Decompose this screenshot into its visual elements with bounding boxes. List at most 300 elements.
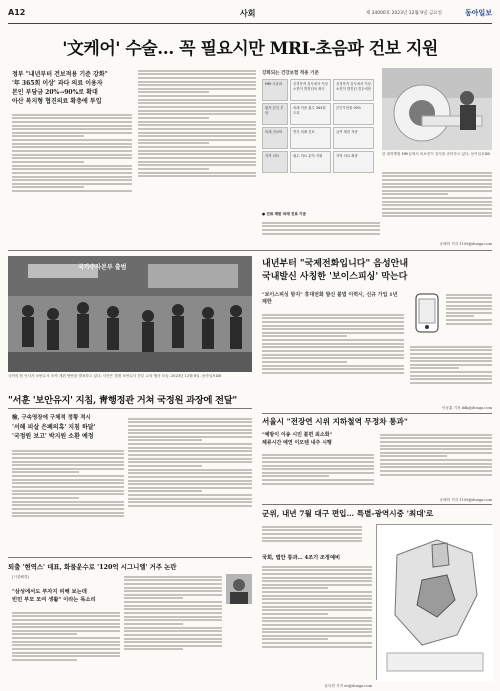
text-line: [262, 233, 380, 235]
text-line: [138, 124, 256, 126]
text-line: [410, 375, 492, 377]
text-line: [12, 633, 77, 635]
text-line: [128, 421, 252, 423]
text-line: [12, 479, 124, 481]
top-body-col1: [12, 112, 132, 232]
text-line: [446, 305, 492, 307]
text-line: [124, 605, 222, 607]
text-line: [12, 648, 120, 650]
text-line: [12, 497, 79, 499]
text-line: [262, 540, 362, 542]
table-row: [262, 151, 374, 173]
text-line: [12, 512, 124, 514]
table-title: 강화되는 건강보험 적용 기준: [262, 71, 319, 76]
text-line: [382, 208, 492, 210]
text-line: [138, 135, 256, 137]
table-cell: 본인부담률 90%: [333, 103, 374, 125]
text-line: [410, 378, 492, 380]
text-line: [410, 346, 492, 348]
text-line: [12, 154, 132, 156]
prosecution-article-heading: [12, 414, 122, 441]
text-line: [128, 465, 202, 467]
text-line: [262, 617, 372, 619]
ceremony-banner: 국가수사본부 출범: [78, 264, 127, 271]
text-line: [138, 153, 256, 155]
text-line: [138, 102, 256, 104]
text-line: [262, 595, 372, 597]
text-line: [12, 468, 124, 470]
text-line: [124, 576, 222, 578]
text-line: [12, 471, 79, 473]
text-line: [128, 501, 252, 503]
text-line: [262, 479, 374, 481]
text-line: [138, 84, 256, 86]
text-line: [138, 73, 256, 75]
subway-lede-line: 체류시간 예연 이모텐 내주 시행: [262, 439, 332, 446]
map-illustration: [377, 525, 493, 681]
phishing-headline: 국내발신 사칭한 '보이스피싱' 막는다: [262, 272, 408, 282]
mri-photo-caption: 한 대학병원 MRI실에서 의료진이 검사를 준비하고 있다. 동아일보DB: [382, 152, 490, 156]
table-cell: 필수 의료 분야 지원: [290, 151, 331, 173]
top-lede: [12, 70, 132, 106]
text-line: [124, 594, 222, 596]
table-cell: 지역 의료: [262, 151, 288, 173]
text-line: [262, 483, 374, 485]
text-line: [262, 357, 404, 359]
text-line: [382, 179, 492, 181]
section-name: 사회: [240, 9, 256, 18]
text-line: [128, 436, 252, 438]
text-line: [138, 146, 256, 148]
text-line: [380, 445, 492, 447]
top-lede-line: 본인 부담금 20%→90%로 확대: [12, 89, 98, 96]
text-line: [12, 486, 124, 488]
text-line: [12, 626, 120, 628]
resident-lede: [12, 588, 120, 604]
text-line: [446, 294, 492, 296]
text-line: [12, 128, 132, 130]
text-line: [262, 635, 372, 637]
text-line: [262, 613, 328, 615]
text-line: [12, 161, 84, 163]
text-line: [446, 301, 492, 303]
text-line: [12, 176, 132, 178]
table-row: [262, 79, 374, 101]
phishing-kicker: 내년부터 "국제전화입니다" 음성안내: [262, 259, 409, 269]
text-line: [138, 139, 256, 141]
table-cell: 환자 본인 부담: [262, 103, 288, 125]
text-line: [262, 343, 404, 345]
top-body-col4: [382, 170, 492, 240]
subway-byline: 송혜미 기자 1109@donga.com: [439, 498, 492, 502]
text-line: [262, 566, 372, 568]
text-line: [12, 493, 124, 495]
text-line: [262, 569, 372, 571]
text-line: [262, 602, 372, 604]
text-line: [12, 501, 124, 503]
text-line: [138, 172, 256, 174]
divider: [8, 408, 252, 409]
subway-lede: [262, 432, 382, 447]
text-line: [262, 339, 404, 341]
text-line: [128, 490, 202, 492]
top-lede-line: 아산 복지형 협진의료 확충에 투입: [12, 98, 102, 105]
resident-tag: [시설해결]: [12, 575, 29, 579]
text-line: [262, 365, 404, 367]
text-line: [12, 457, 124, 459]
text-line: [128, 443, 252, 445]
subway-body-col1: [262, 452, 374, 500]
text-line: [262, 335, 347, 337]
text-line: [12, 659, 77, 661]
text-line: [262, 591, 372, 593]
table-cell: 급여 제한 적용: [333, 127, 374, 149]
text-line: [138, 175, 256, 177]
resident-lede-line: 빈민 부모 모여 생활" 이라는 목소리: [12, 597, 96, 603]
top-lede-line: 정부 "내년부터 건보적용 기준 강화": [12, 71, 108, 78]
text-line: [138, 157, 256, 159]
text-line: [124, 623, 183, 625]
text-line: [262, 580, 372, 582]
text-line: [262, 454, 374, 456]
text-line: [380, 455, 447, 457]
text-line: [262, 350, 404, 352]
text-line: [138, 142, 209, 144]
text-line: [12, 135, 84, 137]
text-line: [446, 315, 474, 317]
prosecution-body-col2: [128, 416, 252, 552]
text-line: [12, 150, 132, 152]
text-line: [124, 638, 222, 640]
text-line: [124, 645, 222, 647]
text-line: [12, 190, 132, 192]
text-line: [12, 114, 132, 116]
text-line: [124, 612, 222, 614]
newspaper-logo: 동아일보: [464, 9, 492, 17]
ceremony-caption: 국민의 힘 인사가 보안수사 조직 개편 방안을 발표하고 있다. 사진은 경찰 보안수사 간부 교육 행사 모습. 2023년 12월 8일. 동아일보DB: [8, 374, 222, 378]
text-line: [262, 229, 380, 231]
text-line: [124, 616, 222, 618]
text-line: [138, 150, 256, 152]
text-line: [380, 434, 492, 436]
text-line: [128, 425, 252, 427]
subway-headline: 서울시 "전장연 시위 지하철역 무정차 통과": [262, 417, 408, 426]
prosecution-headline: 檢, 구속영장에 구체적 정황 적시: [12, 415, 91, 421]
text-line: [262, 606, 372, 608]
text-line: [12, 168, 132, 170]
text-line: [124, 619, 222, 621]
text-line: [380, 466, 492, 468]
table-cell: 신경학적 검사에서 이상 소견이 발견된 경우에만: [333, 79, 374, 101]
table-row: [262, 103, 374, 125]
text-line: [262, 346, 404, 348]
text-line: [12, 504, 124, 506]
text-line: [12, 623, 120, 625]
text-line: [138, 110, 256, 112]
ceremony-photo: [8, 256, 252, 372]
text-line: [380, 470, 492, 472]
coverage-table: [262, 70, 374, 210]
text-line: [12, 186, 84, 188]
text-line: [262, 628, 372, 630]
text-line: [262, 332, 404, 334]
text-line: [262, 457, 374, 459]
text-line: [138, 132, 256, 134]
text-line: [262, 465, 374, 467]
text-line: [382, 204, 492, 206]
text-line: [382, 186, 492, 188]
table-cell: 외래 진료비: [262, 127, 288, 149]
text-line: [262, 468, 374, 470]
text-line: [380, 441, 492, 443]
gunwi-map: [376, 524, 492, 680]
text-line: [446, 312, 492, 314]
text-line: [12, 644, 120, 646]
text-line: [12, 121, 132, 123]
text-line: [262, 225, 380, 227]
text-line: [380, 459, 492, 461]
text-line: [382, 175, 492, 177]
text-line: [138, 95, 256, 97]
text-line: [410, 364, 492, 366]
resident-lede-line: "삼성에서도 부자지 피해 보는데: [12, 589, 87, 595]
text-line: [124, 630, 222, 632]
text-line: [128, 472, 252, 474]
text-line: [138, 91, 209, 93]
prosecution-body-col1: [12, 448, 124, 552]
text-line: [138, 88, 256, 90]
text-line: [12, 508, 124, 510]
text-line: [138, 99, 256, 101]
text-line: [12, 630, 120, 632]
text-line: [382, 197, 492, 199]
text-line: [380, 437, 492, 439]
phone-side-text: [446, 292, 492, 342]
text-line: [262, 472, 374, 474]
text-line: [138, 70, 256, 72]
text-line: [262, 368, 404, 370]
text-line: [12, 179, 132, 181]
text-line: [138, 81, 256, 83]
divider: [8, 557, 252, 558]
text-line: [262, 461, 374, 463]
text-line: [382, 212, 492, 214]
text-line: [262, 361, 347, 363]
table-cell: 신경학적 검사에서 이상 소견이 발견되어 확인: [290, 79, 331, 101]
text-line: [262, 609, 372, 611]
text-line: [12, 655, 120, 657]
text-line: [124, 601, 222, 603]
phishing-byline: 이동훈 기자 ddk@donga.com: [442, 406, 492, 410]
top-body-col3: [262, 220, 380, 246]
text-line: [12, 157, 132, 159]
text-line: [262, 642, 372, 644]
text-line: [410, 371, 492, 373]
text-line: [138, 117, 209, 119]
top-lede-line: '年 365회 이상' 과다 의료 이용자: [12, 80, 103, 87]
text-line: [12, 490, 124, 492]
text-line: [446, 308, 492, 310]
text-line: [128, 498, 252, 500]
text-line: [382, 201, 492, 203]
text-line: [124, 597, 183, 599]
text-line: [138, 168, 209, 170]
text-line: [128, 429, 252, 431]
text-line: [12, 172, 132, 174]
text-line: [262, 526, 362, 528]
phishing-body-col1: [262, 312, 404, 404]
text-line: [12, 132, 132, 134]
text-line: [128, 469, 252, 471]
subway-lede-line: "예방이 이송 시민 불편 최소화": [262, 432, 333, 438]
text-line: [262, 577, 372, 579]
page-number: A12: [8, 8, 26, 17]
text-line: [12, 143, 132, 145]
text-line: [12, 464, 124, 466]
text-line: [124, 648, 183, 650]
text-line: [262, 314, 404, 316]
text-line: [262, 475, 329, 477]
text-line: [410, 367, 459, 369]
table-row: [262, 127, 374, 149]
text-line: [262, 317, 404, 319]
text-line: [262, 638, 328, 640]
text-line: [138, 106, 256, 108]
text-line: [138, 128, 256, 130]
gunwi-body: [262, 524, 362, 552]
text-line: [262, 321, 404, 323]
top-byline: 송혜미 기자 1109@donga.com: [439, 242, 492, 246]
text-line: [12, 637, 120, 639]
text-line: [128, 447, 252, 449]
page-header: [8, 6, 492, 24]
text-line: [124, 579, 222, 581]
resident-body-col1: [12, 610, 120, 688]
text-line: [124, 587, 222, 589]
text-line: [128, 458, 252, 460]
text-line: [262, 620, 372, 622]
text-line: [128, 483, 252, 485]
text-line: [380, 474, 492, 476]
divider: [8, 250, 492, 251]
text-line: [262, 354, 404, 356]
text-line: [382, 190, 492, 192]
text-line: [12, 146, 132, 148]
text-line: [382, 215, 492, 217]
text-line: [124, 634, 222, 636]
resident-headline: 퇴출 '현역스' 대표, 화물운수로 '120억 시그니엘' 거주 논란: [8, 563, 177, 571]
text-line: [128, 487, 252, 489]
phishing-quote: "보이스피싱 방지" 휴대전화 발신 불법 이력시, 신규 가입 1년 제한: [262, 292, 398, 305]
text-line: [410, 353, 492, 355]
text-line: [380, 448, 492, 450]
phishing-body-col2: [410, 344, 492, 406]
text-line: [262, 598, 372, 600]
divider: [262, 504, 492, 505]
table-note: ● 진료 제한 외래 진료 기준: [262, 212, 307, 216]
text-line: [12, 183, 132, 185]
text-line: [138, 161, 256, 163]
text-line: [12, 165, 132, 167]
text-line: [128, 439, 202, 441]
text-line: [410, 349, 492, 351]
text-line: [262, 537, 362, 539]
text-line: [12, 453, 124, 455]
text-line: [128, 476, 252, 478]
text-line: [12, 641, 120, 643]
subway-body-col2: [380, 432, 492, 498]
text-line: [12, 117, 132, 119]
table-cell: 연간 외래 진료: [290, 127, 331, 149]
text-line: [128, 418, 252, 420]
text-line: [138, 121, 256, 123]
text-line: [410, 360, 492, 362]
gunwi-headline: 군위, 내년 7월 대구 편입… 특별-광역시중 '최대'로: [262, 509, 434, 518]
text-line: [380, 463, 492, 465]
text-line: [128, 461, 252, 463]
text-line: [382, 172, 492, 174]
text-line: [128, 494, 252, 496]
text-line: [262, 533, 362, 535]
ceremony-illustration: [8, 256, 252, 372]
text-line: [128, 450, 252, 452]
text-line: [446, 297, 492, 299]
issue-date: 제 34000호 2023년 12월 9일 금요일: [365, 11, 442, 16]
text-line: [382, 193, 448, 195]
text-line: [12, 450, 124, 452]
voice-phishing-article: [262, 258, 492, 284]
text-line: [138, 77, 256, 79]
assembly-headline: 국회, 법안 통과… 4조기 조정예비: [262, 555, 340, 561]
text-line: [262, 222, 380, 224]
text-line: [124, 590, 222, 592]
text-line: [446, 323, 492, 325]
text-line: [262, 325, 404, 327]
text-line: [12, 615, 120, 617]
text-line: [138, 113, 256, 115]
text-line: [128, 505, 252, 507]
text-line: [124, 641, 222, 643]
text-line: [138, 164, 256, 166]
text-line: [262, 372, 404, 374]
divider: [262, 413, 492, 414]
text-line: [128, 432, 252, 434]
text-line: [382, 183, 492, 185]
text-line: [12, 612, 120, 614]
text-line: [262, 529, 362, 531]
text-line: [12, 475, 124, 477]
text-line: [128, 454, 252, 456]
text-line: [12, 482, 124, 484]
text-line: [410, 382, 492, 384]
top-body-col2: [138, 68, 256, 232]
text-line: [262, 646, 372, 648]
text-line: [410, 357, 492, 359]
mri-machine-illustration: [382, 68, 492, 150]
text-line: [262, 584, 372, 586]
mri-photo: [382, 68, 492, 150]
text-line: [12, 619, 120, 621]
text-line: [262, 573, 372, 575]
prosecution-lede-2: '국정원 보고' 박지원 소환 예정: [12, 433, 94, 440]
gunwi-byline: 윤다빈 기자 ee@donga.com: [324, 684, 372, 688]
text-line: [124, 583, 222, 585]
text-line: [446, 319, 492, 321]
text-line: [128, 480, 252, 482]
text-line: [262, 328, 404, 330]
portrait-photo: [226, 574, 252, 604]
security-headline: "서훈 '보안유지' 지침, 靑행정관 거쳐 국정원 과장에 전달": [8, 395, 237, 406]
